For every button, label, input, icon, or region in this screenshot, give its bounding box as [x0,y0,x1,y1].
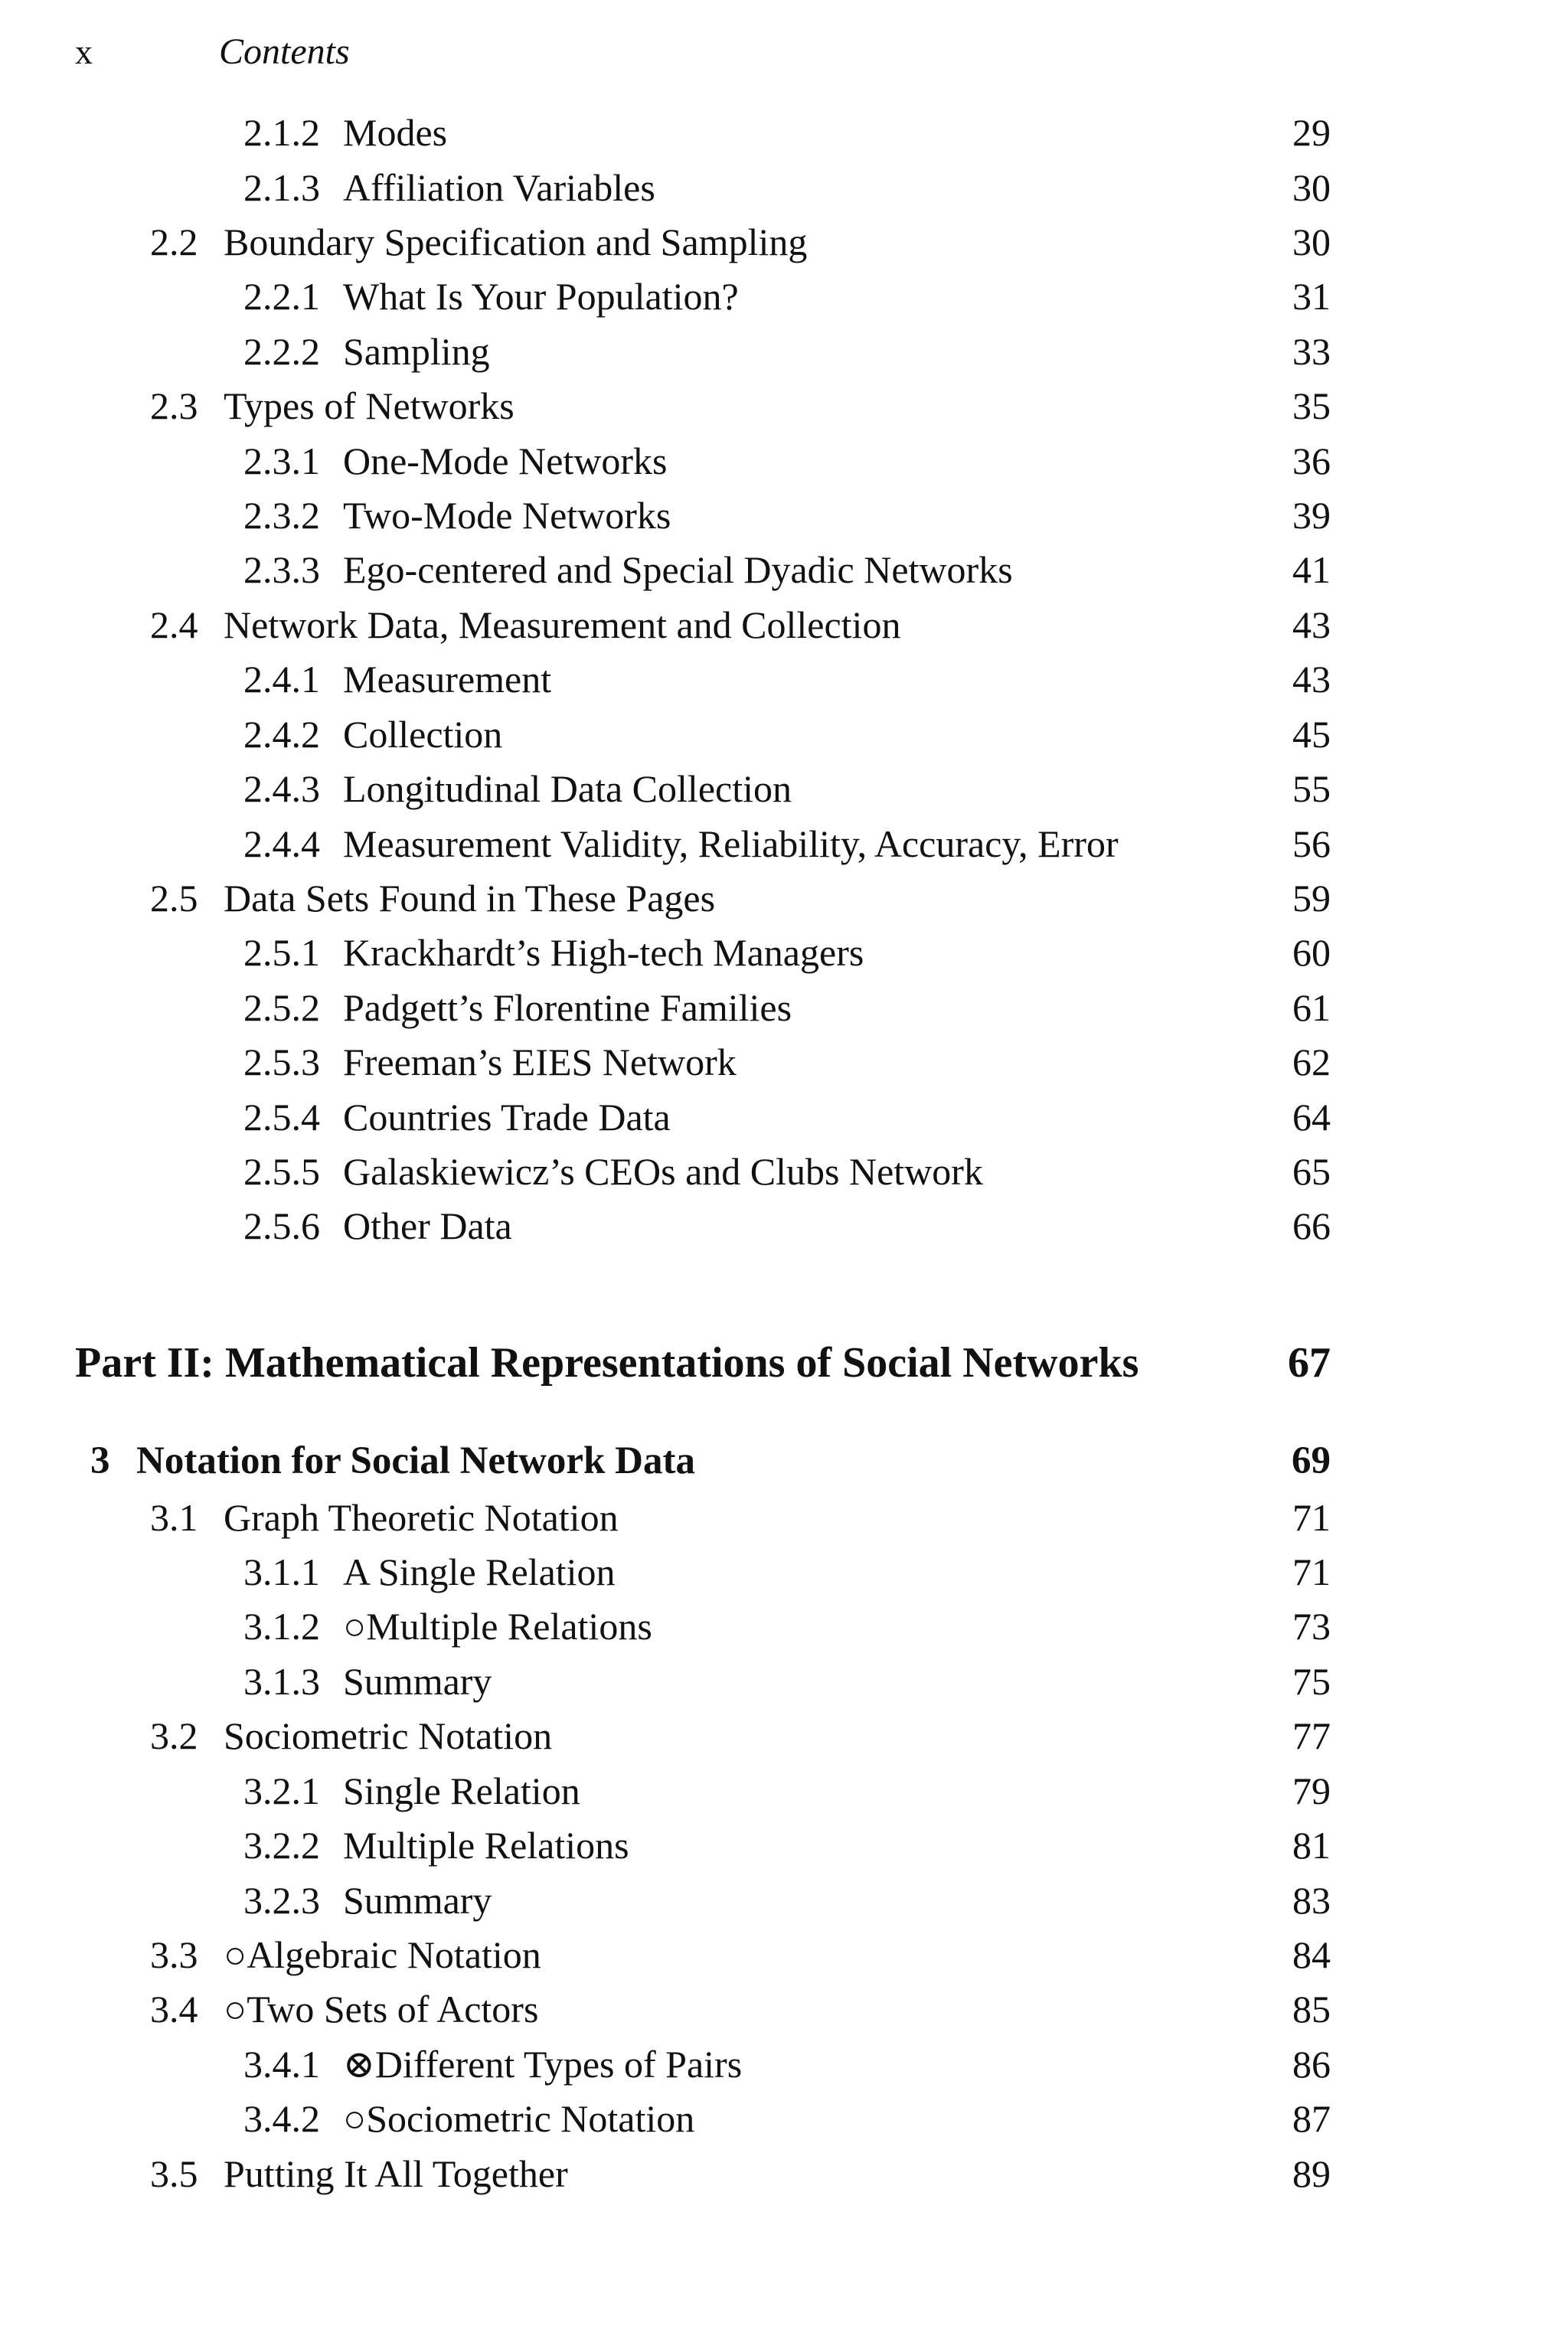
toc-entry-2-4 [0,602,1568,648]
toc-part-heading [0,1340,1568,1386]
entry-page: 60 [1292,931,1331,974]
entry-title: Measurement Validity, Reliability, Accuracy, Error [343,822,1119,865]
running-title: Contents [219,31,350,72]
entry-page: 41 [1292,548,1331,591]
entry-page: 67 [1288,1339,1331,1387]
entry-number: 2.5.3 [243,1041,320,1083]
toc-entry-2-3-3 [0,547,1568,593]
entry-title: Data Sets Found in These Pages [224,877,716,920]
toc-entry-3-1-3 [0,1658,1568,1704]
entry-page: 43 [1292,658,1331,701]
entry-title: Longitudinal Data Collection [343,767,792,810]
entry-title: Single Relation [343,1769,580,1812]
entry-title: Ego-centered and Special Dyadic Networks [343,548,1013,591]
toc-entry-2-4-3 [0,766,1568,812]
entry-number: 3.4 [150,1988,198,2031]
entry-page: 36 [1292,439,1331,482]
entry-number: 2.5.2 [243,986,320,1029]
toc-entry-3-4-1 [0,2041,1568,2087]
entry-title: Countries Trade Data [343,1096,671,1139]
entry-title: Putting It All Together [224,2152,568,2195]
toc-entry-2-5-6 [0,1203,1568,1249]
entry-title: ⊗Different Types of Pairs [343,2043,743,2086]
entry-number: 2.5.5 [243,1150,320,1193]
entry-page: 61 [1292,986,1331,1029]
entry-number: 3.1.2 [243,1605,320,1648]
entry-title: ○Sociometric Notation [343,2097,695,2140]
toc-entry-3-1 [0,1495,1568,1540]
entry-page: 62 [1292,1041,1331,1083]
toc-entry-2-2 [0,219,1568,265]
entry-page: 31 [1292,275,1331,318]
entry-page: 66 [1292,1204,1331,1247]
toc-chapter-3 [0,1438,1568,1484]
entry-title: Other Data [343,1204,512,1247]
entry-page: 81 [1292,1824,1331,1867]
toc-entry-2-4-1 [0,656,1568,702]
entry-title: A Single Relation [343,1550,616,1593]
entry-number: 2.1.3 [243,166,320,209]
entry-title: Modes [343,111,448,154]
entry-page: 65 [1292,1150,1331,1193]
entry-number: 3.2.3 [243,1879,320,1922]
entry-title: What Is Your Population? [343,275,739,318]
toc-entry-2-3-2 [0,492,1568,538]
entry-page: 30 [1292,221,1331,263]
entry-page: 55 [1292,767,1331,810]
entry-page: 71 [1292,1496,1331,1539]
entry-page: 56 [1292,822,1331,865]
entry-page: 79 [1292,1769,1331,1812]
toc-entry-2-4-4 [0,821,1568,867]
page-folio: x [75,32,93,71]
entry-page: 69 [1292,1439,1331,1482]
entry-title: Network Data, Measurement and Collection [224,603,901,646]
toc-entry-2-5 [0,875,1568,921]
running-head [0,29,1568,75]
entry-number: 3.4.1 [243,2043,320,2086]
entry-title: Freeman’s EIES Network [343,1041,737,1083]
entry-number: 2.5 [150,877,198,920]
toc-entry-2-5-4 [0,1094,1568,1140]
entry-page: 59 [1292,877,1331,920]
entry-title: Measurement [343,658,552,701]
entry-page: 85 [1292,1988,1331,2031]
toc-entry-2-4-2 [0,711,1568,757]
entry-page: 35 [1292,384,1331,427]
toc-entry-3-2-1 [0,1768,1568,1814]
entry-number: 3.3 [150,1933,198,1976]
entry-title: One-Mode Networks [343,439,668,482]
toc-entry-2-3-1 [0,438,1568,484]
entry-page: 43 [1292,603,1331,646]
entry-page: 71 [1292,1550,1331,1593]
entry-number: 2.4 [150,603,198,646]
toc-entry-2-5-3 [0,1039,1568,1085]
toc-entry-2-5-1 [0,929,1568,975]
toc-entry-3-3 [0,1932,1568,1978]
entry-number: 2.4.1 [243,658,320,701]
entry-number: 3.4.2 [243,2097,320,2140]
entry-page: 83 [1292,1879,1331,1922]
entry-page: 45 [1292,713,1331,756]
part-title: Part II: Mathematical Representations of Social Networks [75,1339,1139,1387]
entry-title: Collection [343,713,503,756]
entry-number: 3.2 [150,1714,198,1757]
entry-title: Graph Theoretic Notation [224,1496,619,1539]
entry-title: ○Two Sets of Actors [224,1988,539,2031]
toc-entry-2-5-5 [0,1148,1568,1194]
toc-entry-2-2-1 [0,273,1568,319]
entry-title: Padgett’s Florentine Families [343,986,792,1029]
entry-number: 3.1.1 [243,1550,320,1593]
entry-page: 77 [1292,1714,1331,1757]
entry-title: Two-Mode Networks [343,494,671,537]
entry-page: 86 [1292,2043,1331,2086]
entry-number: 2.2 [150,221,198,263]
entry-page: 73 [1292,1605,1331,1648]
toc-entry-3-2 [0,1713,1568,1759]
entry-number: 2.2.2 [243,330,320,373]
toc-entry-3-5 [0,2151,1568,2197]
entry-title: Sociometric Notation [224,1714,553,1757]
entry-page: 33 [1292,330,1331,373]
entry-title: Krackhardt’s High-tech Managers [343,931,864,974]
entry-number: 3.5 [150,2152,198,2195]
entry-title: Multiple Relations [343,1824,629,1867]
entry-number: 2.4.2 [243,713,320,756]
entry-page: 75 [1292,1660,1331,1703]
entry-number: 2.2.1 [243,275,320,318]
entry-page: 29 [1292,111,1331,154]
entry-number: 2.5.6 [243,1204,320,1247]
entry-page: 64 [1292,1096,1331,1139]
entry-number: 2.5.1 [243,931,320,974]
entry-title: Affiliation Variables [343,166,655,209]
entry-page: 39 [1292,494,1331,537]
entry-number: 2.4.3 [243,767,320,810]
toc-entry-2-1-3 [0,165,1568,211]
entry-number: 3.1 [150,1496,198,1539]
toc-entry-2-2-2 [0,328,1568,374]
entry-title: Galaskiewicz’s CEOs and Clubs Network [343,1150,983,1193]
entry-page: 30 [1292,166,1331,209]
toc-entry-3-1-2 [0,1603,1568,1649]
entry-title: Boundary Specification and Sampling [224,221,808,263]
entry-number: 2.5.4 [243,1096,320,1139]
chapter-title: Notation for Social Network Data [136,1439,695,1482]
toc-entry-3-2-2 [0,1822,1568,1868]
entry-number: 2.1.2 [243,111,320,154]
entry-number: 2.3.2 [243,494,320,537]
entry-title: ○Algebraic Notation [224,1933,541,1976]
toc-entry-3-4-2 [0,2096,1568,2142]
chapter-number: 3 [90,1439,110,1482]
entry-number: 2.3.1 [243,439,320,482]
toc-entry-3-4 [0,1986,1568,2032]
toc-entry-3-2-3 [0,1877,1568,1923]
entry-number: 2.4.4 [243,822,320,865]
entry-title: Types of Networks [224,384,514,427]
entry-number: 2.3 [150,384,198,427]
entry-title: Summary [343,1879,492,1922]
entry-title: Sampling [343,330,490,373]
entry-number: 3.2.1 [243,1769,320,1812]
entry-title: ○Multiple Relations [343,1605,652,1648]
entry-title: Summary [343,1660,492,1703]
entry-page: 84 [1292,1933,1331,1976]
toc-entry-2-3 [0,383,1568,429]
entry-page: 89 [1292,2152,1331,2195]
entry-number: 3.1.3 [243,1660,320,1703]
entry-number: 2.3.3 [243,548,320,591]
toc-entry-2-1-2 [0,109,1568,155]
toc-entry-2-5-2 [0,985,1568,1031]
entry-page: 87 [1292,2097,1331,2140]
entry-number: 3.2.2 [243,1824,320,1867]
toc-entry-3-1-1 [0,1549,1568,1595]
